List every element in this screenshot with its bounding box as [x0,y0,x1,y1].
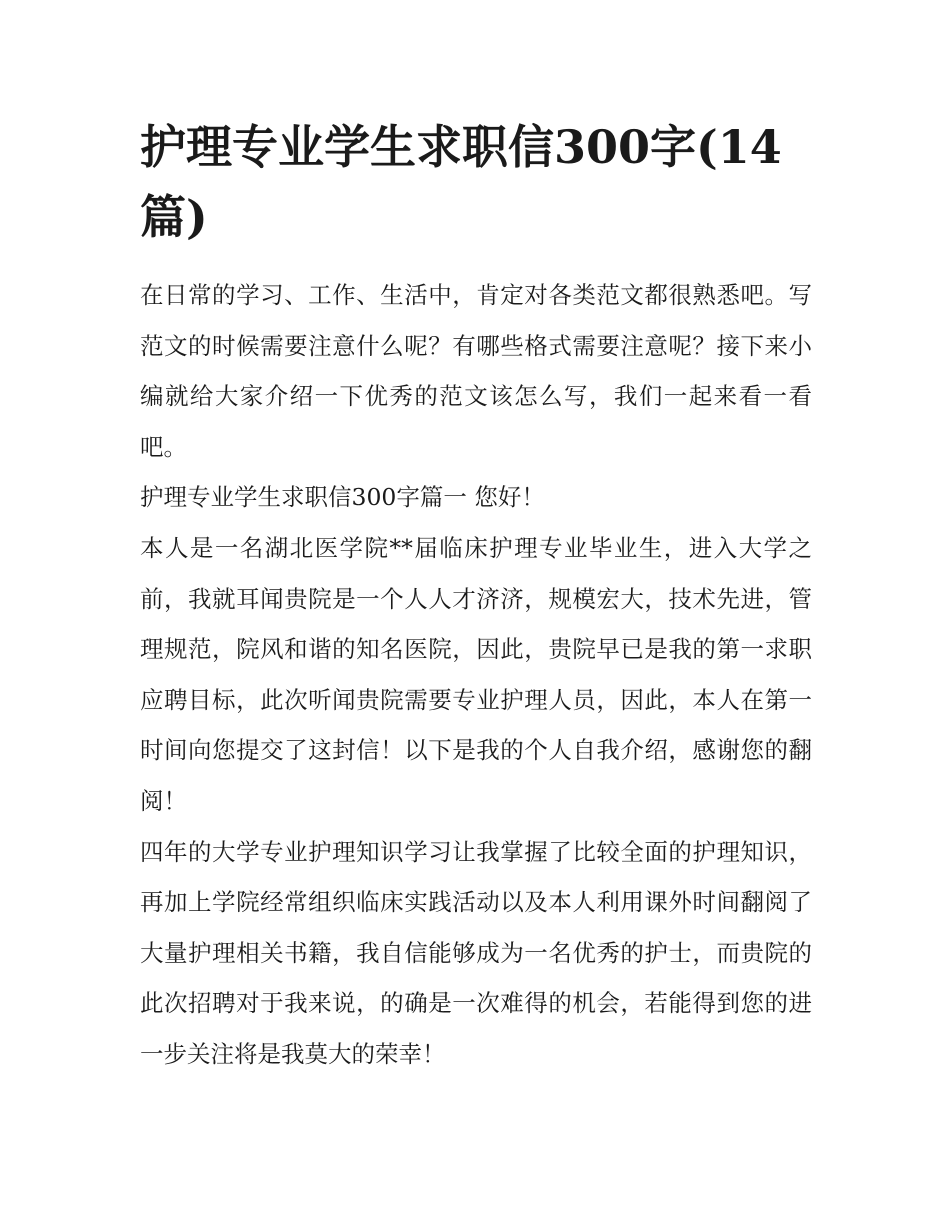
letter-heading: 护理专业学生求职信300字篇一 您好！ [140,483,545,512]
document-title: 护理专业学生求职信300字(14篇) [140,120,782,244]
body-paragraph: 本人是一名湖北医学院**届临床护理专业毕业生，进入大学之前，我就耳闻贵院是一个人人才济济，规模宏大，技术先进，管理规范，院风和谐的知名医院，因此，贵院早已是我的第一求职应聘目标，此次听闻贵院需要专业护理人员，因此，本人在第一时间向您提交了这封信！以下是我的个人自我介绍，感谢您的翻阅！ [140,533,812,815]
document-page [140,112,812,1080]
intro-paragraph: 在日常的学习、工作、生活中，肯定对各类范文都很熟悉吧。写范文的时候需要注意什么呢？有哪些格式需要注意呢？接下来小编就给大家介绍一下优秀的范文该怎么写，我们一起来看一看吧。 [140,281,812,461]
body-paragraph: 四年的大学专业护理知识学习让我掌握了比较全面的护理知识，再加上学院经常组织临床实践活动以及本人利用课外时间翻阅了大量护理相关书籍，我自信能够成为一名优秀的护士，而贵院的此次招聘对于我来说，的确是一次难得的机会，若能得到您的进一步关注将是我莫大的荣幸！ [140,837,812,1068]
